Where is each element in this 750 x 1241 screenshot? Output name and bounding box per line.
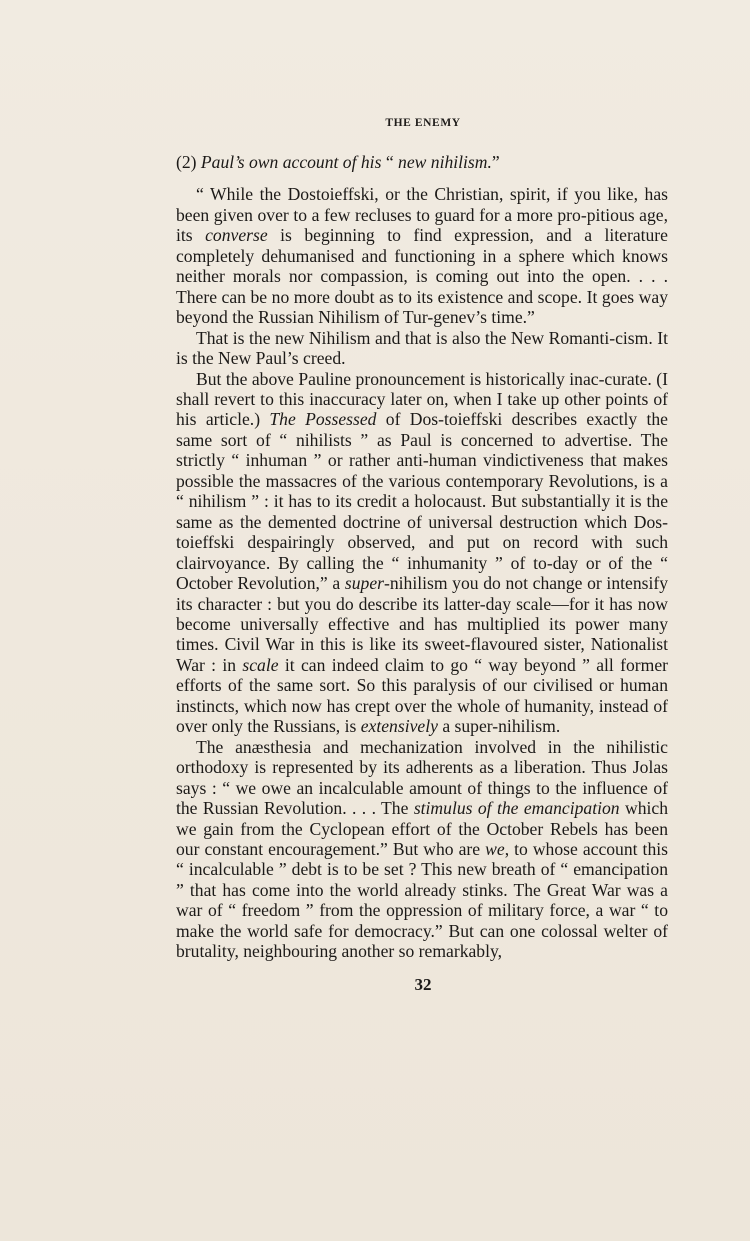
p3-text-1: The anæsthesia and mechanization involved in the nihilistic orthodoxy is represented by its adherents as a liberation. Thus Jolas says : “ we owe an incalculable amount of things to the influence of the Russian Revolution. . . . The xyxy=(176,736,668,819)
p3-italic-we: we xyxy=(485,838,505,859)
page-number: 32 xyxy=(414,975,432,994)
p3-text-2: which we gain from the Cyclopean effort of the October Rebels has been our constant encouragement.” But who are xyxy=(176,798,669,859)
paragraph-1: That is the new Nihilism and that is also the New Romanti-cism. It is the New Paul’s creed. xyxy=(176,327,668,369)
text-block xyxy=(176,152,668,962)
quote-text-2: is beginning to find expression, and a literature completely dehumanised and functioning in a sphere which knows neither morals nor compassion, is coming out into the open. . . . There can be no more doubt as to its existence and scope. It goes way beyond the Russian Nihilism of Tur-genev’s time.” xyxy=(176,225,668,328)
p2-text-5: a super-nihilism. xyxy=(442,716,561,737)
p2-text-2: of Dos-toieffski describes exactly the same sort of “ nihilists ” as Paul is concerned to advertise. The strictly “ inhuman ” or rather anti-human vindictiveness that makes possible the massacres of the various contemporary Revolutions, is a “ nihilism ” : it has to its credit a holocaust. But substantially it is the same as the demented doctrine of universal destruction which Dos-toieffski despairingly observed, and put on record with such clairvoyance. By calling the “ inhumanity ” of to-day or of the “ October Revolution,” a xyxy=(176,409,668,594)
quote-text-1: “ While the Dostoieffski, or the Christian, spirit, if you like, has been given over to a few recluses to guard for a more pro-pitious age, its xyxy=(176,184,668,246)
paragraph-2 xyxy=(176,369,668,737)
heading-title-part1: Paul’s own account of his xyxy=(200,152,382,172)
paragraph-3 xyxy=(176,737,668,962)
p3-italic-stimulus: stimulus of the emancipation xyxy=(413,798,620,819)
p2-text-1: But the above Pauline pronouncement is historically inac-curate. (I shall revert to this inaccuracy later on, when I take up other points of his article.) xyxy=(176,368,668,430)
heading-quote-open: “ xyxy=(385,152,394,172)
p2-italic-the-possessed: The Possessed xyxy=(269,409,377,430)
heading-title-part2: new nihilism. xyxy=(398,152,492,172)
p2-italic-extensively: extensively xyxy=(360,716,438,737)
heading-quote-close: ” xyxy=(491,152,500,172)
heading-number: (2) xyxy=(176,152,197,172)
p2-text-3: -nihilism you do not change or intensify its character : but you do describe its latter-day scale—for it has now become universally effective and has multiplied its power many times. Civil War in this is like its sweet-flavoured sister, Nationalist War : in xyxy=(176,573,669,675)
p2-italic-super: super xyxy=(344,573,384,594)
p3-text-3: , to whose account this “ incalculable ” debt is to be set ? This new breath of “ emancipation ” that has come into the world already stinks. The Great War was a war of “ freedom ” from the oppression of military force, a war “ to make the world safe for democracy.” But can one colossal welter of brutality, neighbouring another so remarkably, xyxy=(176,838,668,962)
running-head: THE ENEMY xyxy=(385,117,461,129)
section-heading xyxy=(176,152,668,172)
quoted-paragraph xyxy=(176,184,668,327)
quote-italic-converse: converse xyxy=(205,225,268,246)
p2-text-4: it can indeed claim to go “ way beyond ” all former efforts of the same sort. So this paralysis of our civilised or human instincts, which now has crept over the whole of humanity, instead of over only the Russians, is xyxy=(176,654,669,737)
p2-italic-scale: scale xyxy=(242,654,279,675)
